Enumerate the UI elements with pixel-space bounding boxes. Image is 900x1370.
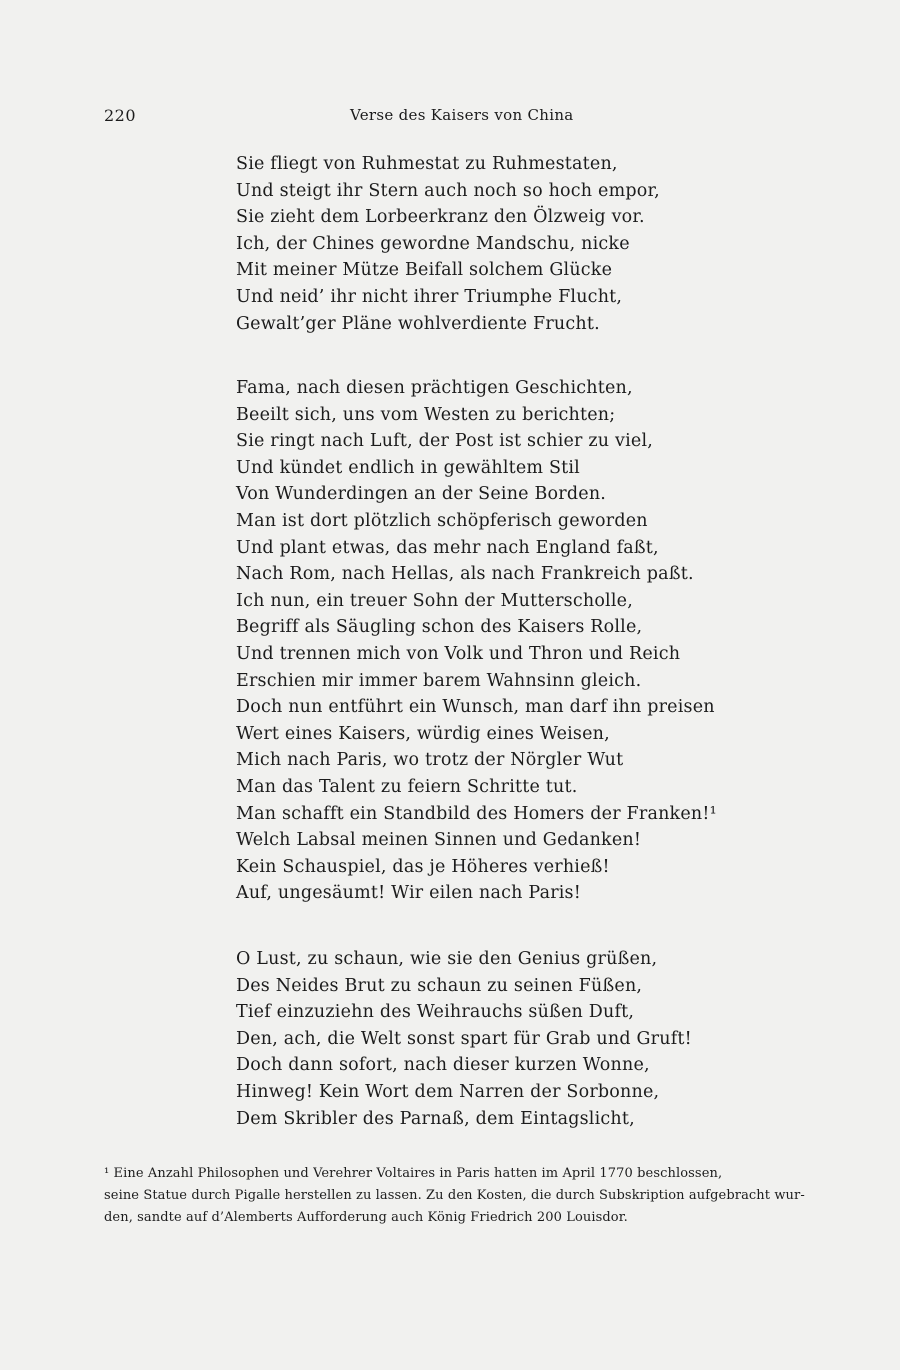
stanza-3 [236,946,692,1132]
running-head: Verse des Kaisers von China [350,106,574,124]
verse-line: Kein Schauspiel, das je Höheres verhieß! [236,856,610,877]
verse-line: Mit meiner Mütze Beifall solchem Glücke [236,260,613,281]
footnote-line: den, sandte auf d’Alemberts Aufforderung auch König Friedrich 200 Louisdor. [104,1210,628,1225]
verse-line: Sie zieht dem Lorbeerkranz den Ölzweig vor. [236,207,645,228]
verse-line: Von Wunderdingen an der Seine Borden. [236,484,607,505]
verse-line: Man schafft ein Standbild des Homers der Franken!¹ [236,803,717,824]
footnote [104,1163,805,1229]
verse-line: Erschien mir immer barem Wahnsinn gleich. [236,670,642,691]
verse-line: Und plant etwas, das mehr nach England faßt, [236,537,659,558]
verse-line: Man das Talent zu feiern Schritte tut. [236,776,578,797]
verse-line: Und steigt ihr Stern auch noch so hoch empor, [236,180,660,201]
verse-line: Ich, der Chines gewordne Mandschu, nicke [236,233,630,254]
verse-line: Dem Skribler des Parnaß, dem Eintagslicht, [236,1108,635,1129]
verse-line: Und neid’ ihr nicht ihrer Triumphe Flucht, [236,286,623,307]
verse-line: Begriff als Säugling schon des Kaisers Rolle, [236,617,643,638]
verse-line: Auf, ungesäumt! Wir eilen nach Paris! [236,883,581,904]
stanza-1 [236,151,660,337]
verse-line: Man ist dort plötzlich schöpferisch geworden [236,510,648,531]
verse-line: Tief einzuziehn des Weihrauchs süßen Duft, [236,1002,635,1023]
verse-line: O Lust, zu schaun, wie sie den Genius grüßen, [236,949,658,969]
verse-line: Gewalt’ger Pläne wohlverdiente Frucht. [236,313,600,334]
verse-line: Und kündet endlich in gewähltem Stil [236,457,580,478]
stanza-2 [236,375,717,907]
verse-line: Fama, nach diesen prächtigen Geschichten, [236,378,633,398]
page-number: 220 [104,106,137,125]
footnote-line: seine Statue durch Pigalle herstellen zu lassen. Zu den Kosten, die durch Subskription aufgebracht wur- [104,1188,805,1203]
verse-line: Den, ach, die Welt sonst spart für Grab und Gruft! [236,1028,692,1049]
verse-line: Beeilt sich, uns vom Westen zu berichten; [236,404,616,425]
verse-line: Welch Labsal meinen Sinnen und Gedanken! [236,830,642,851]
verse-line: Wert eines Kaisers, würdig eines Weisen, [236,723,610,744]
verse-line: Doch nun entführt ein Wunsch, man darf ihn preisen [236,697,715,718]
verse-line: Hinweg! Kein Wort dem Narren der Sorbonne, [236,1081,660,1102]
footnote-line: ¹ Eine Anzahl Philosophen und Verehrer Voltaires in Paris hatten im April 1770 beschlossen, [104,1166,723,1181]
verse-line: Des Neides Brut zu schaun zu seinen Füßen, [236,975,643,996]
verse-line: Und trennen mich von Volk und Thron und Reich [236,643,681,664]
verse-line: Doch dann sofort, nach dieser kurzen Wonne, [236,1055,650,1076]
verse-line: Nach Rom, nach Hellas, als nach Frankreich paßt. [236,564,694,585]
verse-line: Mich nach Paris, wo trotz der Nörgler Wut [236,750,624,771]
verse-line: Sie fliegt von Ruhmestat zu Ruhmestaten, [236,154,618,174]
verse-line: Ich nun, ein treuer Sohn der Mutterscholle, [236,590,633,611]
verse-line: Sie ringt nach Luft, der Post ist schier zu viel, [236,431,654,452]
